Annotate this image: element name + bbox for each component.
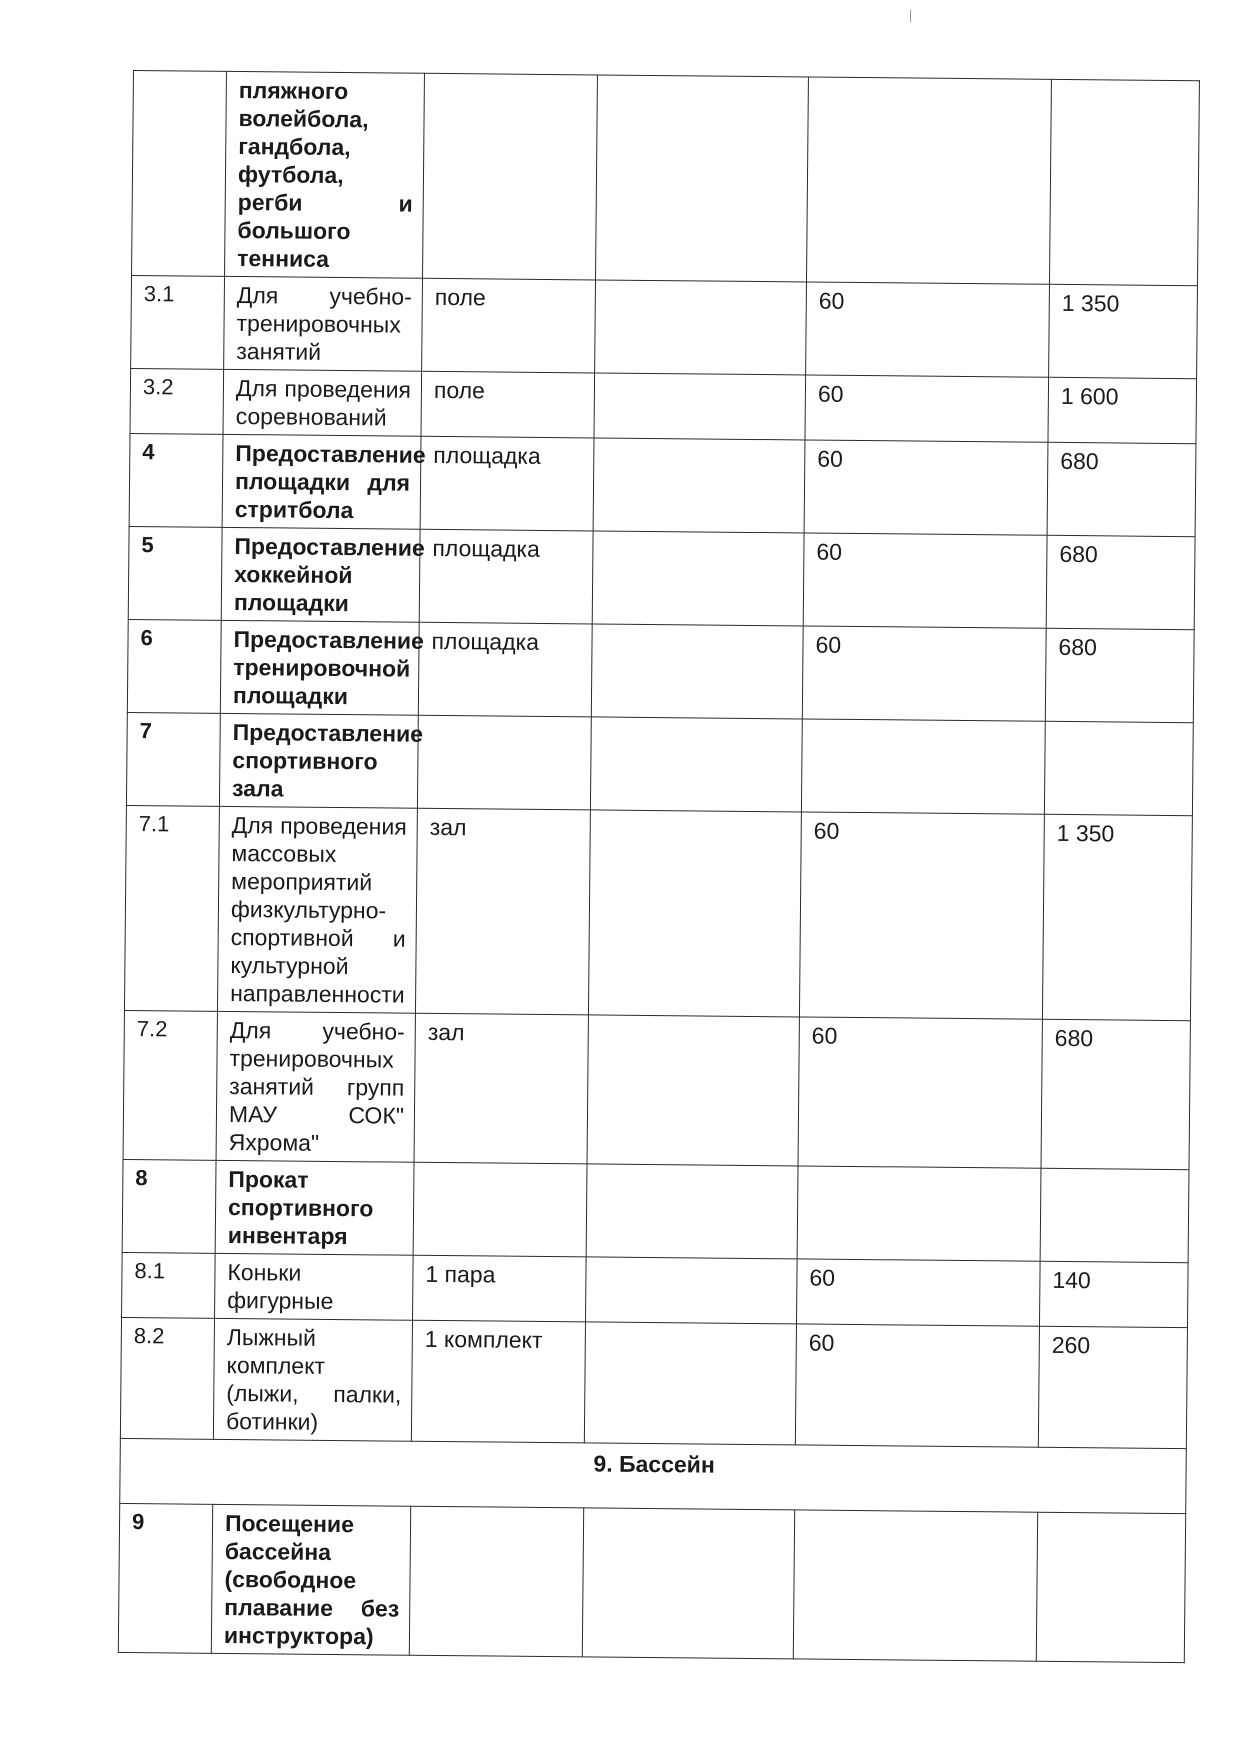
blank-cell <box>586 1164 798 1259</box>
service-name: Для учебно-тренировочных занятий <box>224 276 423 371</box>
blank-cell <box>587 1015 799 1166</box>
unit-cell: зал <box>415 808 590 1015</box>
service-name: Предоставление тренировочной площадки <box>220 620 419 715</box>
row-number: 3.2 <box>130 368 224 434</box>
table-row <box>129 433 1196 536</box>
service-name: Предоставление хоккейной площадки <box>221 527 420 622</box>
table-row <box>126 712 1193 815</box>
price-cell: 680 <box>1041 1019 1190 1169</box>
price-list-sheet <box>118 70 1183 1663</box>
row-number <box>132 71 227 277</box>
duration-cell <box>797 1166 1041 1261</box>
table-row <box>122 1159 1189 1262</box>
duration-cell: 60 <box>803 533 1047 628</box>
service-name: Лыжный комплект (лыжи, палки, ботинки) <box>213 1318 412 1441</box>
price-cell: 1 350 <box>1049 284 1198 378</box>
unit-cell: зал <box>414 1013 588 1164</box>
table-row <box>131 275 1198 378</box>
row-number: 3.1 <box>131 275 225 369</box>
duration-cell: 60 <box>804 440 1048 535</box>
price-cell <box>1040 1168 1189 1262</box>
row-number: 4 <box>129 433 223 527</box>
price-table <box>118 70 1200 1663</box>
blank-cell <box>595 280 807 375</box>
service-name: Предоставление площадки для стритбола <box>222 434 421 529</box>
table-row <box>124 805 1192 1020</box>
blank-cell <box>594 373 806 440</box>
table-row <box>123 1010 1190 1169</box>
service-name: Коньки фигурные <box>215 1253 414 1320</box>
blank-cell <box>591 624 803 719</box>
unit-cell: 1 комплект <box>411 1320 585 1443</box>
unit-cell <box>417 715 591 810</box>
unit-cell <box>409 1506 583 1657</box>
duration-cell: 60 <box>796 1259 1040 1326</box>
blank-cell <box>596 75 809 282</box>
unit-cell: площадка <box>418 622 592 717</box>
price-cell: 260 <box>1038 1326 1187 1448</box>
price-cell <box>1049 79 1199 285</box>
duration-cell: 60 <box>795 1324 1039 1447</box>
blank-cell <box>582 1508 794 1659</box>
price-cell: 680 <box>1047 442 1196 536</box>
duration-cell <box>801 719 1045 814</box>
row-number: 8 <box>122 1159 216 1253</box>
row-number: 7.2 <box>123 1010 217 1160</box>
section-title: 9. Бассейн <box>120 1438 1187 1513</box>
price-cell <box>1044 721 1193 815</box>
duration-cell <box>806 77 1051 284</box>
table-row <box>128 526 1195 629</box>
table-row <box>122 1252 1189 1327</box>
price-cell <box>1036 1512 1185 1662</box>
unit-cell: поле <box>421 371 595 438</box>
row-number: 9 <box>118 1503 212 1653</box>
unit-cell <box>413 1162 587 1257</box>
section-header-row <box>120 1438 1187 1513</box>
row-number: 8.1 <box>122 1252 216 1318</box>
table-row <box>130 368 1197 443</box>
unit-cell: площадка <box>419 529 593 624</box>
row-number: 7 <box>126 712 220 806</box>
blank-cell <box>593 438 805 533</box>
service-name: Для проведения соревнований <box>223 369 422 436</box>
unit-cell: поле <box>422 278 596 373</box>
blank-cell <box>588 810 801 1017</box>
price-cell: 1 350 <box>1042 814 1192 1020</box>
duration-cell: 60 <box>798 1017 1042 1168</box>
unit-cell <box>423 73 598 280</box>
table-row <box>127 619 1194 722</box>
unit-cell: площадка <box>420 436 594 531</box>
page-edge-mark <box>910 10 911 22</box>
blank-cell <box>586 1257 798 1324</box>
duration-cell: 60 <box>802 626 1046 721</box>
blank-cell <box>592 531 804 626</box>
duration-cell: 60 <box>806 282 1050 377</box>
duration-cell: 60 <box>805 375 1049 442</box>
row-number: 8.2 <box>120 1317 214 1439</box>
service-name: пляжного волейбола, гандбола, футбола, регби и большого тенниса <box>225 71 425 278</box>
table-row <box>118 1503 1185 1662</box>
blank-cell <box>584 1322 796 1445</box>
service-name: Посещение бассейна (свободное плавание без инструктора) <box>211 1504 410 1655</box>
row-number: 6 <box>127 619 221 713</box>
price-cell: 1 600 <box>1048 377 1197 443</box>
service-name: Для проведения массовых мероприятий физкультурно-спортивной и культурной направленности <box>217 806 417 1013</box>
duration-cell <box>793 1510 1037 1661</box>
price-cell: 680 <box>1045 628 1194 722</box>
row-number: 5 <box>128 526 222 620</box>
row-number: 7.1 <box>124 805 219 1011</box>
unit-cell: 1 пара <box>413 1255 587 1322</box>
service-name: Прокат спортивного инвентаря <box>215 1160 414 1255</box>
table-row <box>132 71 1200 286</box>
table-row <box>120 1317 1187 1448</box>
service-name: Предоставление спортивного зала <box>219 713 418 808</box>
price-cell: 680 <box>1046 535 1195 629</box>
duration-cell: 60 <box>799 812 1044 1019</box>
price-cell: 140 <box>1039 1261 1188 1327</box>
service-name: Для учебно-тренировочных занятий групп МАУ СОК" Яхрома" <box>216 1011 415 1162</box>
blank-cell <box>590 717 802 812</box>
